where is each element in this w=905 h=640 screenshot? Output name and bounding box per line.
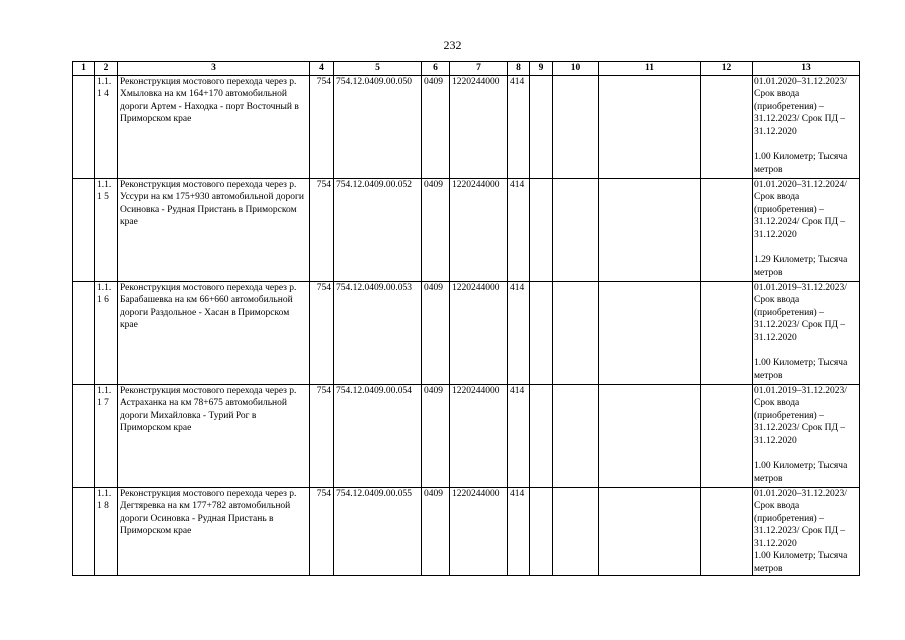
cell-col10	[553, 281, 599, 384]
capacity-text: 1.00 Километр; Тысяча метров	[754, 461, 848, 484]
cell-col11	[599, 281, 701, 384]
column-header: 13	[753, 62, 860, 76]
column-header: 5	[334, 62, 422, 76]
cell-description: Реконструкция мостового перехода через р. Барабашевка на км 66+660 автомобильной дороги Раздольное - Хасан в Приморском крае	[118, 281, 310, 384]
spacer	[754, 344, 858, 357]
cell-col13	[753, 75, 860, 178]
cell-col8: 414	[508, 487, 530, 576]
cell-col4: 754	[310, 178, 334, 281]
term-text: 01.01.2020–31.12.2023/ Срок ввода (приобретения) – 31.12.2023/ Срок ПД – 31.12.2020	[754, 76, 847, 137]
cell-code: 1.1.1 6	[95, 281, 118, 384]
cell-col13	[753, 487, 860, 576]
cell-col13	[753, 281, 860, 384]
cell-col11	[599, 75, 701, 178]
cell-col5: 754.12.0409.00.052	[334, 178, 422, 281]
cell-col5: 754.12.0409.00.053	[334, 281, 422, 384]
cell-index	[73, 281, 95, 384]
cell-code: 1.1.1 8	[95, 487, 118, 576]
cell-index	[73, 178, 95, 281]
cell-col4: 754	[310, 487, 334, 576]
cell-col9	[530, 384, 553, 487]
cell-col12	[701, 75, 753, 178]
cell-col7: 1220244000	[450, 178, 508, 281]
cell-col7: 1220244000	[450, 487, 508, 576]
cell-col5: 754.12.0409.00.050	[334, 75, 422, 178]
spacer	[754, 138, 858, 151]
column-header: 2	[95, 62, 118, 76]
cell-index	[73, 487, 95, 576]
table-row	[73, 487, 860, 576]
table-row	[73, 384, 860, 487]
cell-col12	[701, 178, 753, 281]
cell-col10	[553, 384, 599, 487]
cell-col9	[530, 178, 553, 281]
cell-col11	[599, 487, 701, 576]
cell-col8: 414	[508, 75, 530, 178]
column-header: 11	[599, 62, 701, 76]
cell-col7: 1220244000	[450, 281, 508, 384]
cell-col5: 754.12.0409.00.054	[334, 384, 422, 487]
table-row	[73, 75, 860, 178]
cell-col4: 754	[310, 75, 334, 178]
term-text: 01.01.2020–31.12.2023/ Срок ввода (приобретения) – 31.12.2023/ Срок ПД – 31.12.2020	[754, 488, 847, 549]
table-header-row	[73, 62, 860, 76]
cell-code: 1.1.1 7	[95, 384, 118, 487]
spacer	[754, 241, 858, 254]
term-text: 01.01.2020–31.12.2024/ Срок ввода (приобретения) – 31.12.2024/ Срок ПД – 31.12.2020	[754, 179, 847, 240]
cell-col8: 414	[508, 281, 530, 384]
table-row	[73, 178, 860, 281]
column-header: 10	[553, 62, 599, 76]
cell-description: Реконструкция мостового перехода через р. Дегтяревка на км 177+782 автомобильной дороги Осиновка - Рудная Пристань в Приморском крае	[118, 487, 310, 576]
cell-index	[73, 75, 95, 178]
cell-col8: 414	[508, 384, 530, 487]
cell-col7: 1220244000	[450, 384, 508, 487]
cell-col4: 754	[310, 281, 334, 384]
cell-col7: 1220244000	[450, 75, 508, 178]
document-table	[72, 61, 860, 576]
page-number: 232	[443, 38, 462, 52]
cell-col4: 754	[310, 384, 334, 487]
cell-code: 1.1.1 5	[95, 178, 118, 281]
capacity-text: 1.00 Километр; Тысяча метров	[754, 358, 848, 381]
spacer	[754, 447, 858, 460]
column-header: 9	[530, 62, 553, 76]
term-text: 01.01.2019–31.12.2023/ Срок ввода (приобретения) – 31.12.2023/ Срок ПД – 31.12.2020	[754, 282, 847, 343]
cell-index	[73, 384, 95, 487]
cell-col6: 0409	[422, 487, 450, 576]
cell-col9	[530, 75, 553, 178]
cell-col9	[530, 281, 553, 384]
cell-description: Реконструкция мостового перехода через р. Астраханка на км 78+675 автомобильной дороги Михайловка - Турий Рог в Приморском крае	[118, 384, 310, 487]
cell-col12	[701, 281, 753, 384]
cell-col6: 0409	[422, 384, 450, 487]
term-text: 01.01.2019–31.12.2023/ Срок ввода (приобретения) – 31.12.2023/ Срок ПД – 31.12.2020	[754, 385, 847, 446]
column-header: 6	[422, 62, 450, 76]
column-header: 1	[73, 62, 95, 76]
capacity-text: 1.00 Километр; Тысяча метров	[754, 551, 848, 574]
cell-col6: 0409	[422, 178, 450, 281]
cell-col10	[553, 487, 599, 576]
cell-col13	[753, 384, 860, 487]
column-header: 8	[508, 62, 530, 76]
cell-col8: 414	[508, 178, 530, 281]
cell-col10	[553, 75, 599, 178]
cell-description: Реконструкция мостового перехода через р. Уссури на км 175+930 автомобильной дороги Осиновка - Рудная Пристань в Приморском крае	[118, 178, 310, 281]
cell-col6: 0409	[422, 281, 450, 384]
column-header: 4	[310, 62, 334, 76]
cell-col9	[530, 487, 553, 576]
cell-code: 1.1.1 4	[95, 75, 118, 178]
cell-col11	[599, 178, 701, 281]
cell-col12	[701, 384, 753, 487]
cell-col5: 754.12.0409.00.055	[334, 487, 422, 576]
column-header: 12	[701, 62, 753, 76]
column-header: 7	[450, 62, 508, 76]
capacity-text: 1.29 Километр; Тысяча метров	[754, 255, 848, 278]
cell-col13	[753, 178, 860, 281]
table-row	[73, 281, 860, 384]
cell-col10	[553, 178, 599, 281]
column-header: 3	[118, 62, 310, 76]
cell-col12	[701, 487, 753, 576]
cell-description: Реконструкция мостового перехода через р. Хмыловка на км 164+170 автомобильной дороги Артем - Находка - порт Восточный в Приморском крае	[118, 75, 310, 178]
cell-col11	[599, 384, 701, 487]
cell-col6: 0409	[422, 75, 450, 178]
capacity-text: 1.00 Километр; Тысяча метров	[754, 152, 848, 175]
